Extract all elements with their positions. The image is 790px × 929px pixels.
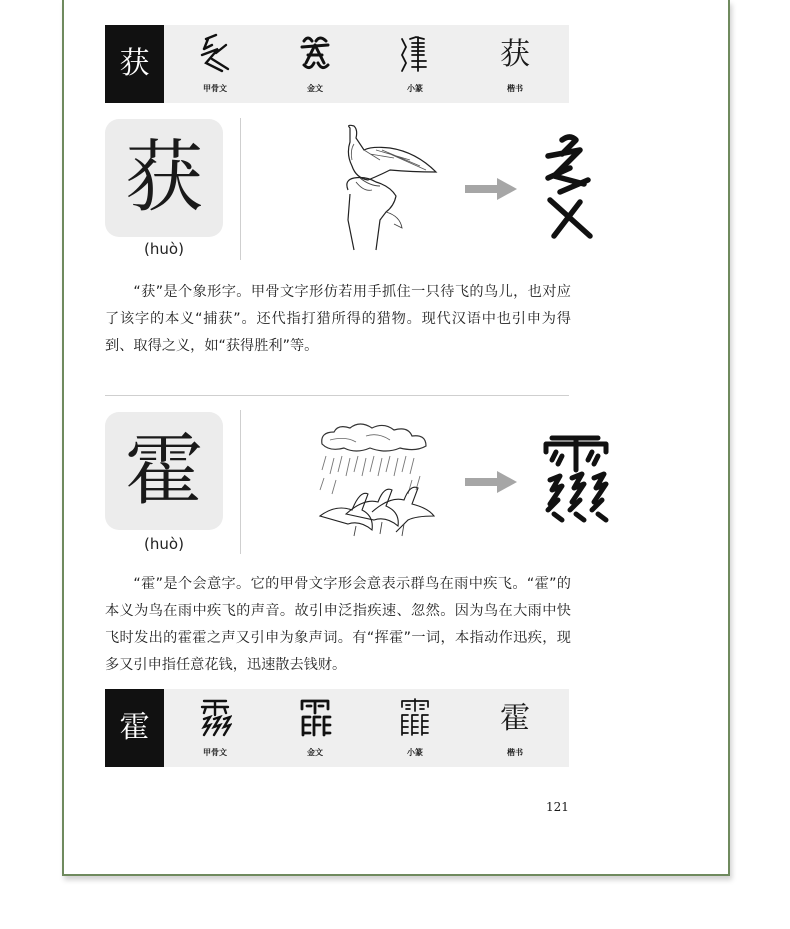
- strip-cell-bronze: [270, 25, 360, 103]
- script-evolution-strip-huo-rain: [105, 689, 569, 767]
- section-divider: [105, 395, 569, 396]
- pinyin-huo: (huò): [144, 240, 184, 258]
- script-evolution-strip-huo: [105, 25, 569, 103]
- strip-lead-character: 霍: [105, 689, 164, 767]
- paragraph-huo: “获”是个象形字。甲骨文字形仿若用手抓住一只待飞的鸟儿，也对应了该字的本义“捕获”。还代指打猎所得的猎物。现代汉语中也引申为得到、取得之义，如“获得胜利”等。: [105, 284, 571, 354]
- oracle-bone-glyph-icon: [170, 33, 260, 77]
- strip-label: 甲骨文: [203, 747, 227, 757]
- page-number: 121: [546, 800, 569, 814]
- strip-label: 金文: [307, 83, 323, 93]
- pinyin-huo-rain: (huò): [144, 535, 184, 553]
- paragraph-huo-rain: “霍”是个会意字。它的甲骨文字形会意表示群鸟在雨中疾飞。“霍”的本义为鸟在雨中疾飞的声音。故引申泛指疾速、忽然。因为鸟在大雨中快飞时发出的霍霍之声又引申为象声词。有“挥霍”一词，本指动作迅疾，现多又引申指任意花钱，迅速散去钱财。: [105, 576, 571, 673]
- divider-line: [240, 118, 241, 260]
- regular-script-glyph: 霍: [500, 701, 530, 736]
- strip-cell-oracle: [170, 689, 260, 767]
- strip-cell-regular: [470, 25, 560, 103]
- strip-cell-oracle: [170, 25, 260, 103]
- strip-cell-seal: [370, 689, 460, 767]
- strip-lead-character: 获: [105, 25, 164, 103]
- strip-label: 小篆: [407, 83, 423, 93]
- strip-cell-regular: [470, 689, 560, 767]
- oracle-bone-glyph-icon: [170, 697, 260, 741]
- strip-label: 金文: [307, 747, 323, 757]
- bird-held-by-hand-icon: [320, 120, 450, 260]
- regular-script-glyph: 获: [500, 37, 530, 72]
- bronze-glyph-icon: [270, 33, 360, 77]
- oracle-bone-huo-rain-glyph-icon: [540, 430, 620, 532]
- oracle-bone-huo-glyph-icon: [540, 132, 600, 242]
- arrow-right-icon: [465, 178, 517, 200]
- small-seal-glyph-icon: [370, 697, 460, 741]
- bronze-glyph-icon: [270, 697, 360, 741]
- character-card-huo-rain: 霍: [105, 412, 223, 530]
- birds-flying-in-rain-icon: [316, 420, 442, 546]
- strip-cell-bronze: [270, 689, 360, 767]
- small-seal-glyph-icon: [370, 33, 460, 77]
- arrow-right-icon: [465, 471, 517, 493]
- strip-cell-seal: [370, 25, 460, 103]
- character-card-huo: 获: [105, 119, 223, 237]
- divider-line: [240, 410, 241, 554]
- strip-label: 小篆: [407, 747, 423, 757]
- strip-label: 楷书: [507, 83, 523, 93]
- strip-label: 甲骨文: [203, 83, 227, 93]
- strip-label: 楷书: [507, 747, 523, 757]
